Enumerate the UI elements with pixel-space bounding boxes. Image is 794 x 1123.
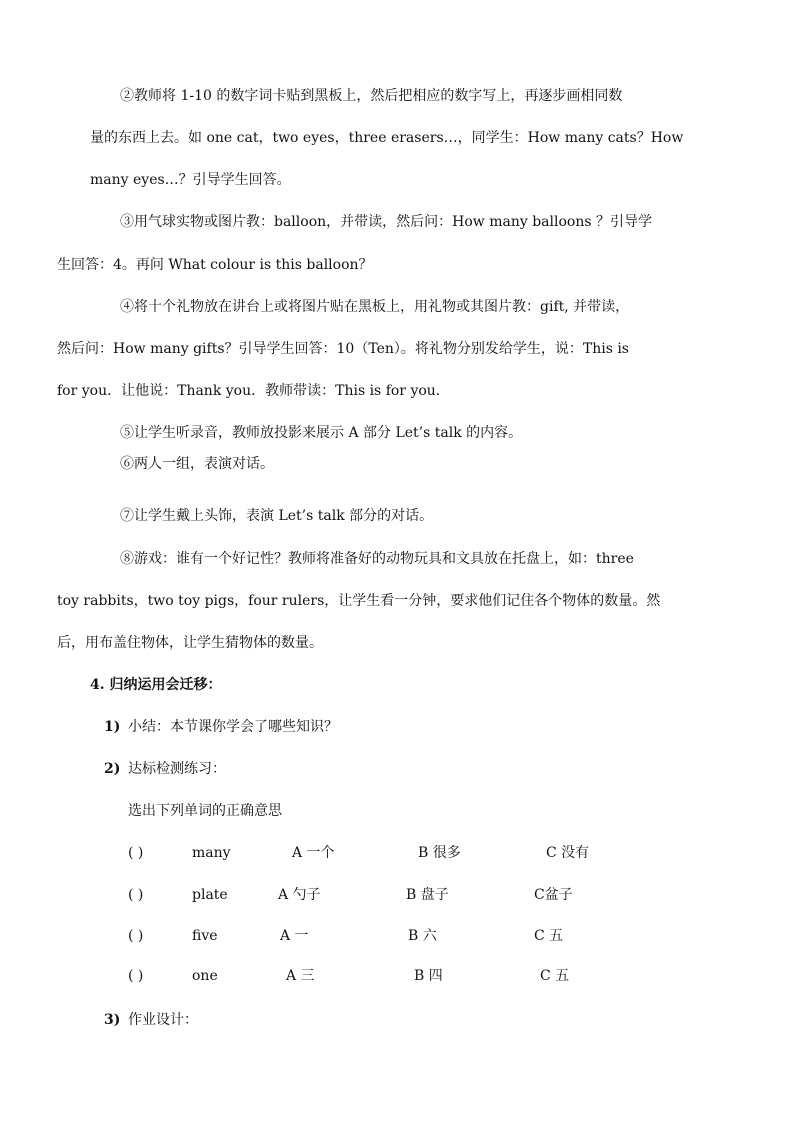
item-text: 小结：本节课你学会了哪些知识？ xyxy=(128,719,338,735)
option-c: C盆子 xyxy=(534,887,573,903)
step6: ⑥两人一组，表演对话。 xyxy=(120,456,274,472)
step7: ⑦让学生戴上头饰，表演 Let’s talk 部分的对话。 xyxy=(120,508,434,524)
answer-blank[interactable]: ( ) xyxy=(128,928,144,944)
question-word: plate xyxy=(192,887,228,903)
answer-blank[interactable]: ( ) xyxy=(128,887,144,903)
item-text: 达标检测练习： xyxy=(128,761,226,777)
question-word: many xyxy=(192,845,231,861)
option-b: B 六 xyxy=(408,928,437,944)
step5: ⑤让学生听录音，教师放投影来展示 A 部分 Let’s talk 的内容。 xyxy=(120,425,523,441)
option-c: C 没有 xyxy=(546,845,590,861)
question-row xyxy=(128,926,628,946)
question-row xyxy=(128,885,628,905)
question-word: one xyxy=(192,968,218,984)
option-a: A 勺子 xyxy=(278,887,321,903)
step3-line2: 生回答：4。再问 What colour is this balloon？ xyxy=(57,257,373,273)
option-c: C 五 xyxy=(534,928,564,944)
option-b: B 很多 xyxy=(418,845,461,861)
item-text: 作业设计： xyxy=(128,1012,198,1028)
step2-line1: ②教师将 1-10 的数字词卡贴到黑板上，然后把相应的数字写上，再逐步画相同数 xyxy=(120,88,623,104)
item-number: 1) xyxy=(104,719,121,735)
section4-heading: 4. 归纳运用会迁移： xyxy=(90,677,222,693)
step2-line3: many eyes…？引导学生回答。 xyxy=(90,172,291,188)
step8-line1: ⑧游戏：谁有一个好记性？教师将准备好的动物玩具和文具放在托盘上，如：three xyxy=(120,551,634,567)
question-row xyxy=(128,966,628,986)
exercise-instruction: 选出下列单词的正确意思 xyxy=(128,803,282,819)
question-row xyxy=(128,843,628,863)
item-number: 3) xyxy=(104,1012,121,1028)
step4-line3: for you．让他说：Thank you．教师带读：This is for you． xyxy=(57,383,450,399)
step3-line1: ③用气球实物或图片教：balloon，并带读，然后问：How many balloons ？引导学 xyxy=(120,214,652,230)
option-a: A 一 xyxy=(280,928,309,944)
homework-item xyxy=(104,1010,198,1030)
answer-blank[interactable]: ( ) xyxy=(128,968,144,984)
step4-line1: ④将十个礼物放在讲台上或将图片贴在黑板上，用礼物或其图片教：gift, 并带读， xyxy=(120,299,630,315)
question-word: five xyxy=(192,928,218,944)
step4-line2: 然后问：How many gifts？引导学生回答：10（Ten）。将礼物分别发给学生，说：This is xyxy=(57,341,629,357)
summary-item xyxy=(104,717,338,737)
option-c: C 五 xyxy=(540,968,570,984)
answer-blank[interactable]: ( ) xyxy=(128,845,144,861)
step8-line2: toy rabbits，two toy pigs，four rulers，让学生看一分钟，要求他们记住各个物体的数量。然 xyxy=(57,593,661,609)
option-a: A 一个 xyxy=(292,845,335,861)
step2-line2: 量的东西上去。如 one cat，two eyes，three erasers…，同学生：How many cats？How xyxy=(90,130,684,146)
option-b: B 盘子 xyxy=(406,887,449,903)
option-a: A 三 xyxy=(286,968,315,984)
step8-line3: 后，用布盖住物体，让学生猜物体的数量。 xyxy=(57,635,323,651)
item-number: 2) xyxy=(104,761,121,777)
option-b: B 四 xyxy=(414,968,443,984)
practice-item xyxy=(104,759,226,779)
